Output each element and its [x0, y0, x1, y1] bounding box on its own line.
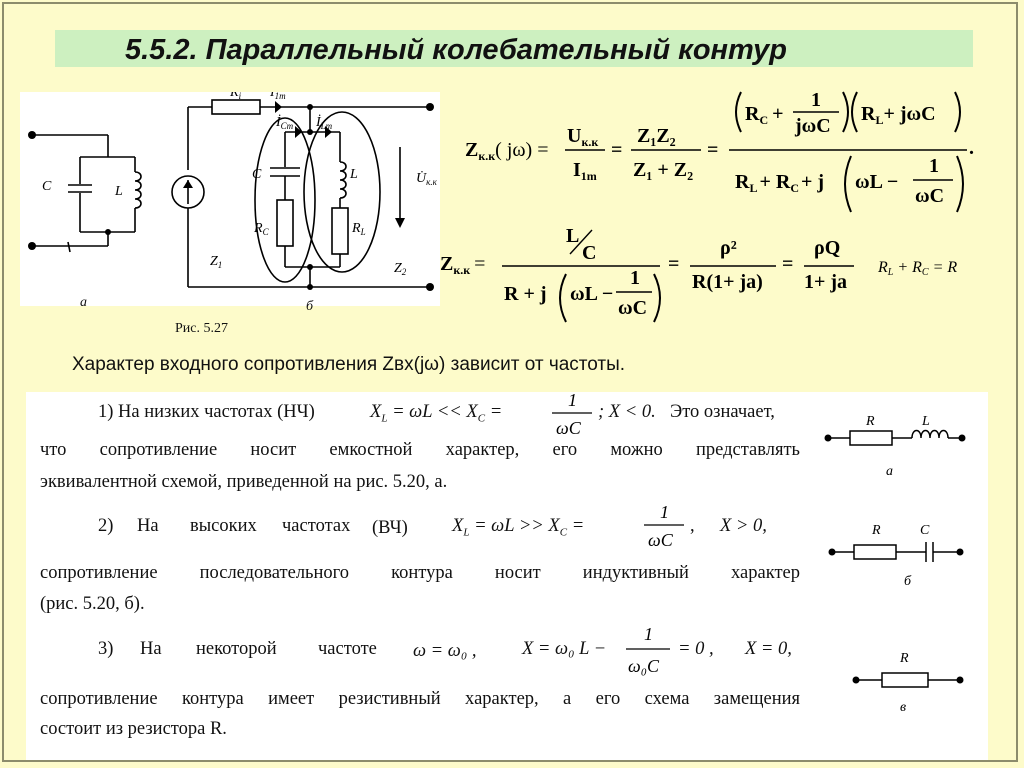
label-c: C — [42, 179, 52, 194]
f1-den3-e: 1 — [929, 155, 939, 177]
label-z2-sub: 2 — [401, 267, 407, 277]
svg-text:Ri — [229, 92, 242, 101]
scheme-c-r: R — [900, 651, 909, 666]
item3-line3: состоит из резистора R. — [40, 719, 227, 739]
label-icm-sub: Cm — [280, 121, 294, 131]
svg-text:RC+ — [745, 103, 784, 127]
f2-mid-den: R(1+ ja) — [692, 271, 763, 293]
label-z1-sub: 1 — [217, 260, 223, 270]
label-icm: İ — [276, 115, 281, 130]
f2-den-d: ωC — [618, 297, 648, 319]
f2-mid-num: ρ² — [720, 237, 737, 259]
label-z2: Z — [394, 261, 402, 276]
f1-dot: . — [969, 137, 974, 159]
formula-impedance-general — [465, 88, 985, 216]
f2-cond: R — [878, 259, 888, 276]
item2-intro-c: высоких — [190, 516, 257, 536]
f1-den3-f: ωC — [915, 185, 945, 207]
item1-frac-num: 1 — [568, 390, 577, 410]
f2-num-l: L — [566, 225, 580, 247]
label-rc: R — [254, 221, 263, 236]
f2-lhs-sub: к.к — [453, 263, 471, 277]
f2-lhs: Z — [440, 253, 454, 275]
item1-fraction — [550, 388, 596, 440]
label-rl: R — [352, 221, 361, 236]
f2-cond-sub2: C — [921, 267, 929, 278]
item1-line2: что сопротивление носит емкостной характер, его можно представлять — [40, 440, 800, 460]
f1-den3-b: + R — [759, 171, 791, 193]
item1-xc: = ωL << X — [387, 402, 478, 422]
item2-eq: = — [567, 516, 585, 536]
item3-frac-num: 1 — [644, 624, 653, 644]
f1-num3-a-sub: C — [759, 113, 769, 127]
item1-frac-den: ωC — [556, 418, 581, 438]
label-c2: C — [252, 167, 262, 182]
label-rc-sub: C — [262, 227, 269, 237]
f1-num3-b: + — [772, 103, 784, 125]
item2-intro-b: На — [137, 516, 159, 536]
item2-formula-d: , — [690, 516, 695, 536]
f2-eq0: = — [474, 253, 486, 275]
f1-num3-c: 1 — [811, 89, 821, 111]
svg-text:Z1 — [210, 254, 222, 270]
item1-intro: 1) На низких частотах (НЧ) — [98, 402, 315, 422]
item2-intro-d: частотах — [282, 516, 351, 536]
svg-text:RL + RC = R — [877, 259, 957, 278]
label-i1m-sub: 1m — [274, 92, 286, 101]
svg-text:RL+ RC+ j — [735, 171, 824, 195]
f1-den3-d: ωL − — [855, 171, 899, 193]
page-title: 5.5.2. Параллельный колебательный контур — [125, 34, 787, 66]
circuit-figure-panel — [20, 92, 440, 306]
f2-den-b: ωL − — [570, 283, 614, 305]
svg-text:İ1m — [269, 92, 286, 101]
f1-num2: Z₁Z₂ — [637, 125, 676, 147]
label-i1m: İ — [270, 92, 275, 100]
label-ilm-sub: Lm — [320, 121, 333, 131]
svg-text:Uк.к — [567, 125, 598, 149]
label-ri-sub: i — [238, 92, 242, 101]
item3-frac-den: ω₀C — [628, 656, 659, 676]
svg-text:U̇к.к — [416, 170, 438, 187]
f1-num1: U — [567, 125, 582, 147]
scheme-b-r: R — [872, 523, 881, 538]
label-ri: R — [230, 92, 239, 100]
f1-eq1: = — [611, 139, 623, 161]
item2-xl: X — [452, 516, 464, 536]
scheme-a-l: L — [922, 414, 930, 429]
item1-formula-d: ; X < 0. — [598, 402, 656, 422]
svg-text:Zк.к= — [440, 253, 485, 277]
svg-text:Zк.к( jω) = — [465, 139, 549, 163]
equivalent-schemes — [820, 405, 970, 745]
f2-cond-sub1: L — [887, 267, 894, 278]
svg-text:RL+ jωC — [861, 103, 936, 127]
svg-text:RL — [351, 221, 366, 237]
item2-frac-num: 1 — [660, 502, 669, 522]
f1-den3-a: R — [735, 171, 750, 193]
item1-xl-sub: L — [381, 412, 388, 425]
f1-lhs: Z — [465, 139, 479, 161]
f1-num3-d: jωC — [795, 115, 831, 137]
scheme-c-caption: в — [900, 700, 907, 715]
item2-intro-a: 2) — [98, 516, 114, 536]
label-ilm: İ — [316, 115, 321, 130]
f1-lhs-sub: к.к — [478, 149, 496, 163]
label-l2: L — [350, 167, 358, 182]
item1-xl: X — [370, 402, 382, 422]
f1-num3-f: + jωC — [883, 103, 936, 125]
f1-num1-sub: к.к — [581, 135, 599, 149]
item1-xc-sub: C — [477, 412, 486, 425]
item1-rest: Это означает, — [670, 402, 775, 422]
formula-impedance-resonant — [440, 226, 985, 326]
item3-intro-d: частоте — [318, 639, 377, 659]
item2-formula-e: X > 0, — [720, 516, 767, 536]
item3-line2: сопротивление контура имеет резистивный характер, а его схема замещения — [40, 689, 800, 709]
item3-intro-b: На — [140, 639, 162, 659]
figure-caption: Рис. 5.27 — [175, 321, 228, 336]
f2-eq1: = — [668, 253, 680, 275]
label-ukk-sub: к.к — [426, 177, 437, 187]
scheme-a-caption: а — [886, 464, 893, 479]
f2-end-num: ρQ — [814, 237, 841, 259]
scheme-b-caption: б — [904, 574, 912, 589]
f2-den-c: 1 — [630, 267, 640, 289]
f1-eq2: = — [707, 139, 719, 161]
item2-frac-den: ωC — [648, 530, 673, 550]
label-ukk: U̇ — [416, 171, 427, 186]
f1-den3-a-sub: L — [749, 181, 758, 195]
f1-num3-e: R — [861, 103, 876, 125]
item2-line3: (рис. 5.20, б). — [40, 594, 145, 614]
figure-sub-caption-a: а — [80, 295, 87, 310]
item1-line3: эквивалентной схемой, приведенной на рис. 5.20, а. — [40, 472, 448, 492]
svg-text:I1m — [573, 159, 597, 183]
item3-formula-d: X = 0, — [745, 639, 792, 659]
f2-num-c: C — [582, 242, 597, 264]
circuit-diagram — [20, 92, 440, 306]
scheme-b-c: C — [920, 523, 930, 538]
item2-fraction — [642, 500, 688, 552]
item2-xc-sub: C — [559, 526, 568, 539]
item1-eq: = — [485, 402, 503, 422]
item2-formula-left — [452, 516, 584, 539]
frequency-statement: Характер входного сопротивления Zвх(jω) зависит от частоты. — [72, 354, 626, 375]
f2-den-a: R + j — [504, 283, 547, 305]
item2-xc: = ωL >> X — [469, 516, 560, 536]
label-rl-sub: L — [360, 227, 366, 237]
item1-formula-left — [370, 402, 502, 425]
item3-fraction — [624, 622, 674, 678]
f1-num3-e-sub: L — [875, 113, 884, 127]
f1-den1-sub: 1m — [580, 169, 597, 183]
item3-intro-c: некоторой — [196, 639, 277, 659]
f1-den3-c: + j — [800, 171, 825, 193]
f2-cond-mid: + R — [893, 259, 922, 276]
f1-den3-b-sub: C — [790, 181, 799, 195]
item2-intro-e: (ВЧ) — [372, 518, 408, 538]
item3-intro-a: 3) — [98, 639, 114, 659]
f1-den2: Z₁ + Z₂ — [633, 159, 694, 181]
f2-cond-end: = R — [928, 259, 958, 276]
item3-formula-c: = 0 , — [678, 639, 714, 659]
svg-text:İCm — [275, 114, 294, 131]
f2-eq2: = — [782, 253, 794, 275]
f1-num3-a: R — [745, 103, 760, 125]
figure-sub-caption-b: б — [306, 299, 314, 314]
item2-line2: сопротивление последовательного контура носит индуктивный характер — [40, 563, 800, 583]
f2-end-den: 1+ ja — [804, 271, 848, 293]
scheme-a-r: R — [866, 414, 875, 429]
label-z1: Z — [210, 254, 218, 269]
item3-formula-a: ω = ω₀ , — [413, 641, 477, 661]
item2-xl-sub: L — [463, 526, 470, 539]
svg-text:Z2 — [394, 261, 407, 277]
item3-formula-b: X = ω₀ L − — [522, 639, 607, 659]
label-l: L — [115, 184, 123, 199]
f1-den1: I — [573, 159, 581, 181]
svg-text:RC — [253, 221, 270, 237]
f1-arg: ( jω) = — [495, 139, 549, 161]
